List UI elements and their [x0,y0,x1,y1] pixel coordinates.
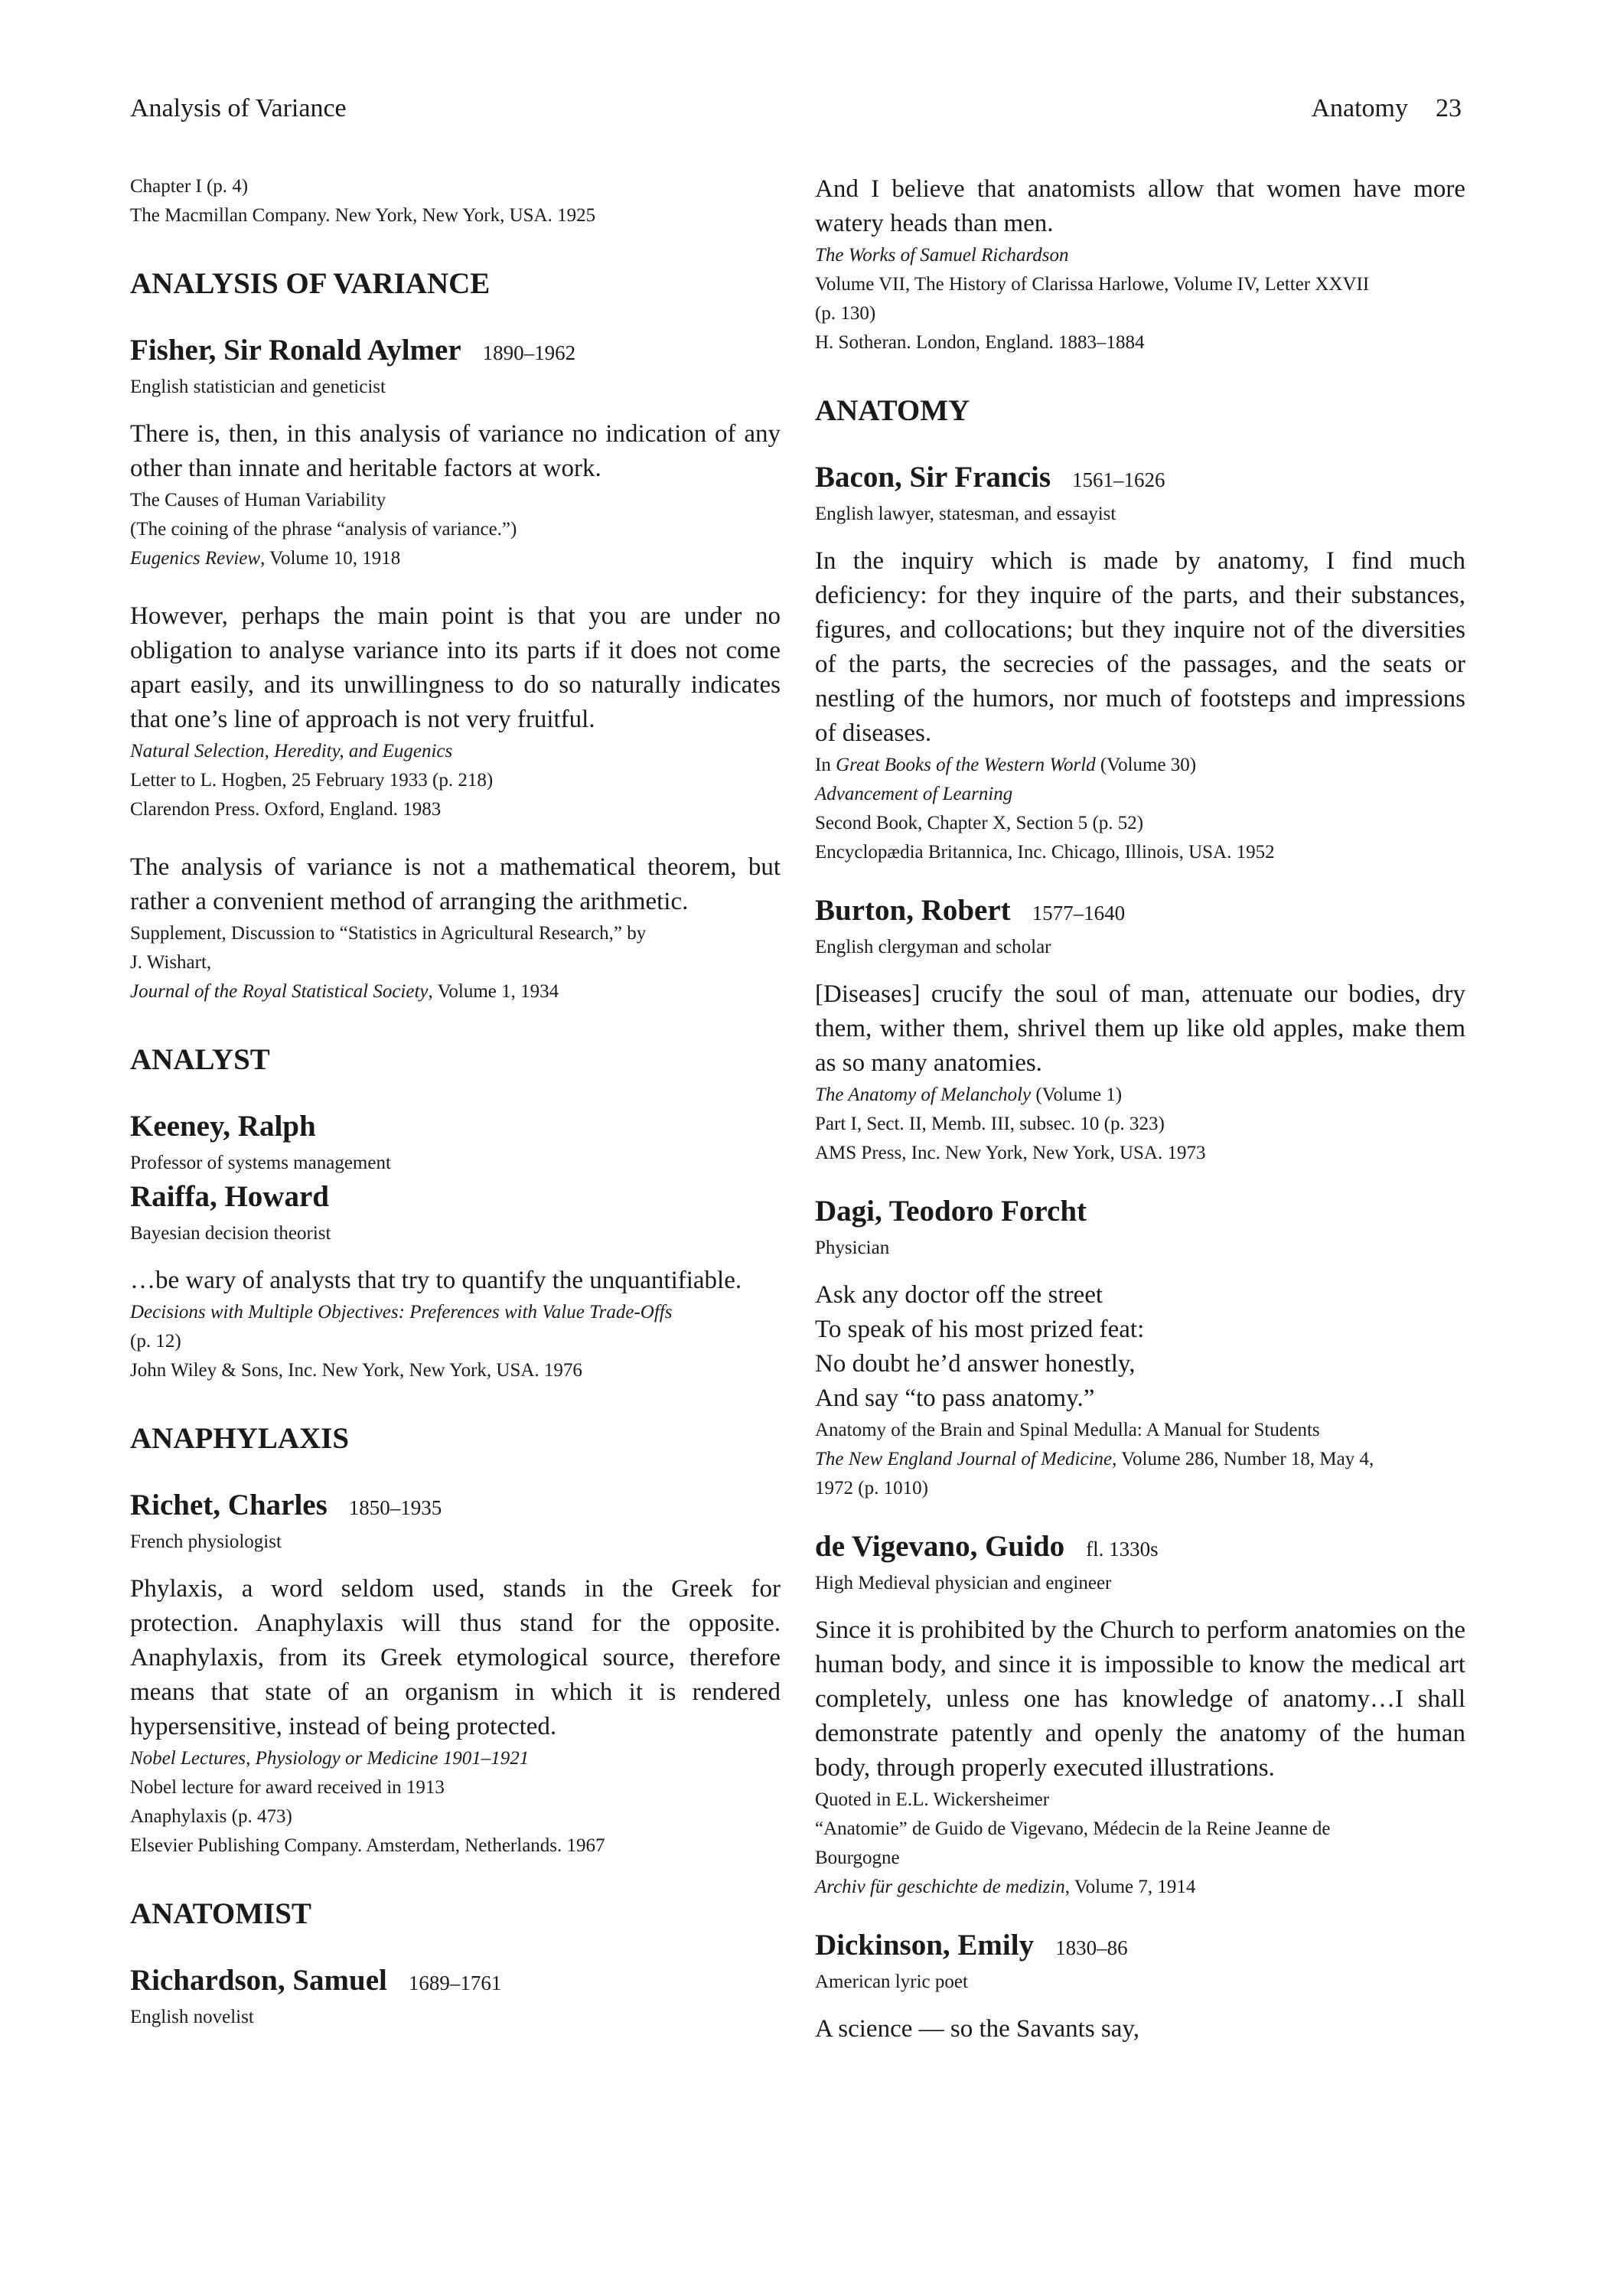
author-description: Bayesian decision theorist [130,1223,331,1244]
section-heading-analyst: ANALYST [130,1043,270,1076]
author-dates: 1890–1962 [482,341,576,364]
quote-text: In the inquiry which is made by anatomy, I find much deficiency: for they inquire of the parts, and their substances, figures, and collocations; but they inquire not of the diversities of the parts, the secrecies of the passages, and the seats or nestling of the humors, nor much of footsteps and impressions of diseases. [815,547,1465,747]
citation-line: Encyclopædia Britannica, Inc. Chicago, Illinois, USA. 1952 [815,842,1275,863]
quote-text: And I believe that anatomists allow that women have more watery heads than men. [815,175,1465,237]
author-description: English lawyer, statesman, and essayist [815,504,1116,524]
author-description: American lyric poet [815,1971,968,1992]
citation-line: Supplement, Discussion to “Statistics in Agricultural Research,” by [130,923,647,944]
citation-line [130,977,781,1006]
running-head-left: Analysis of Variance [130,94,347,122]
quote-text: However, perhaps the main point is that you are under no obligation to analyse variance into its parts if it does not come apart easily, and its unwillingness to do so naturally indicates that one’s line of approach is not very fruitful. [130,602,781,733]
quote-citation [130,919,781,1006]
author-heading [815,1194,1465,1235]
section-heading-anatomist: ANATOMIST [130,1897,311,1930]
author-description: English novelist [130,2007,254,2027]
author-heading [130,1963,781,2004]
citation-line [815,1873,1465,1902]
quote-text: …be wary of analysts that try to quantify the unquantifiable. [130,1267,742,1294]
citation-line: Chapter I (p. 4) [130,176,249,197]
author-description: English clergyman and scholar [815,937,1051,957]
right-column [815,172,1465,2047]
author-dates: 1561–1626 [1072,468,1165,491]
section-heading-anaphylaxis: ANAPHYLAXIS [130,1422,350,1455]
citation-detail: , Volume 7, 1914 [1064,1877,1196,1897]
citation-line: Bourgogne [815,1848,900,1868]
quote-citation [815,1416,1465,1503]
citation-line [130,544,781,573]
author-heading [130,1488,781,1529]
author-name: Richardson, Samuel [130,1964,387,1997]
citation-line: Elsevier Publishing Company. Amsterdam, Netherlands. 1967 [130,1835,605,1856]
citation-line: Clarendon Press. Oxford, England. 1983 [130,799,442,820]
citation-line: J. Wishart, [130,952,212,973]
citation-line: Nobel lecture for award received in 1913 [130,1777,445,1798]
author-heading [130,333,781,374]
citation-line: The Macmillan Company. New York, New York, USA. 1925 [130,205,596,226]
section-heading-anatomy: ANATOMY [815,394,970,427]
author-heading [815,893,1465,934]
running-head-word: Anatomy [1311,94,1408,122]
citation-title: The Anatomy of Melancholy [815,1084,1032,1105]
quote-text: A science — so the Savants say, [815,2015,1140,2043]
author-description: English statistician and geneticist [130,377,386,397]
verse-line: And say “to pass anatomy.” [815,1384,1095,1412]
verse-line: To speak of his most prized feat: [815,1316,1145,1343]
citation-title: Eugenics Review [130,548,261,569]
running-head-right [1311,93,1462,124]
citation-title: Natural Selection, Heredity, and Eugenics [130,741,453,762]
quote-citation [130,1298,781,1385]
citation-line: Second Book, Chapter X, Section 5 (p. 52) [815,813,1144,833]
citation-title: Great Books of the Western World [836,755,1096,775]
quote-citation [130,486,781,573]
citation-detail: , Volume 286, Number 18, May 4, [1112,1449,1374,1469]
quote-citation [815,241,1465,357]
citation-line: Anaphylaxis (p. 473) [130,1806,292,1827]
section-heading-analysis-of-variance: ANALYSIS OF VARIANCE [130,267,491,300]
author-heading [130,1109,781,1150]
quote-text: [Diseases] crucify the soul of man, attenuate our bodies, dry them, wither them, shrivel them up like old apples, make them as so many anatomies. [815,980,1465,1077]
citation-line: (p. 130) [815,303,876,324]
citation-title: Decisions with Multiple Objectives: Preferences with Value Trade-Offs [130,1302,673,1322]
author-heading [815,1529,1465,1570]
author-name: Richet, Charles [130,1489,328,1521]
page-number: 23 [1436,94,1462,122]
verse-quote [815,1278,1465,1416]
citation-line: Anatomy of the Brain and Spinal Medulla: A Manual for Students [815,1420,1320,1440]
left-column [130,172,781,2047]
citation-line [815,1445,1465,1474]
citation-line: Letter to L. Hogben, 25 February 1933 (p. 218) [130,770,494,791]
author-description: Physician [815,1238,890,1258]
continued-citation [130,172,781,230]
author-description: French physiologist [130,1531,282,1552]
quote-citation [815,1786,1465,1902]
citation-title: Journal of the Royal Statistical Society [130,981,429,1002]
citation-line: The Causes of Human Variability [130,490,386,510]
citation-line: 1972 (p. 1010) [815,1478,928,1499]
citation-line: (The coining of the phrase “analysis of variance.”) [130,519,517,540]
citation-line: Quoted in E.L. Wickersheimer [815,1789,1050,1810]
author-name: Dagi, Teodoro Forcht [815,1195,1087,1228]
citation-line [815,751,1465,780]
citation-detail: (Volume 1) [1031,1084,1123,1105]
quote-text: Since it is prohibited by the Church to perform anatomies on the human body, and since it is impossible to know the medical art completely, unless one has knowledge of anatomy…I shall demonstrate patently and openly the anatomy of the human body, through properly executed illustrations. [815,1616,1465,1782]
author-name: Keeney, Ralph [130,1110,316,1143]
verse-line: No doubt he’d answer honestly, [815,1350,1136,1378]
citation-prefix: In [815,755,836,775]
author-heading [815,460,1465,501]
author-description: Professor of systems management [130,1153,391,1173]
author-dates: fl. 1330s [1086,1538,1159,1561]
citation-line: Volume VII, The History of Clarissa Harlowe, Volume IV, Letter XXVII [815,274,1370,295]
author-heading [130,1179,781,1221]
citation-title: The Works of Samuel Richardson [815,245,1069,266]
citation-title: Nobel Lectures, Physiology or Medicine 1901–1921 [130,1748,530,1769]
citation-line: H. Sotheran. London, England. 1883–1884 [815,332,1145,353]
quote-text: There is, then, in this analysis of variance no indication of any other than innate and heritable factors at work. [130,420,781,482]
author-name: Fisher, Sir Ronald Aylmer [130,334,461,367]
author-description: High Medieval physician and engineer [815,1573,1112,1593]
quote-citation [815,1081,1465,1168]
quote-citation [130,1744,781,1861]
author-dates: 1830–86 [1055,1936,1128,1959]
citation-title: The New England Journal of Medicine [815,1449,1113,1469]
citation-line: AMS Press, Inc. New York, New York, USA. 1973 [815,1143,1206,1163]
citation-line: Part I, Sect. II, Memb. III, subsec. 10 (p. 323) [815,1114,1165,1134]
author-name: Raiffa, Howard [130,1180,329,1213]
author-name: Burton, Robert [815,894,1011,927]
citation-detail: , Volume 10, 1918 [260,548,401,569]
citation-line: (p. 12) [130,1331,181,1352]
author-name: de Vigevano, Guido [815,1530,1065,1563]
citation-line: John Wiley & Sons, Inc. New York, New York, USA. 1976 [130,1360,582,1381]
citation-title: Advancement of Learning [815,784,1013,804]
citation-title: Archiv für geschichte de medizin [815,1877,1065,1897]
verse-line: Ask any doctor off the street [815,1281,1103,1309]
citation-line [815,1081,1465,1110]
author-name: Bacon, Sir Francis [815,461,1051,494]
citation-line: “Anatomie” de Guido de Vigevano, Médecin de la Reine Jeanne de [815,1818,1331,1839]
author-heading [815,1928,1465,1969]
quote-text: The analysis of variance is not a mathematical theorem, but rather a convenient method of arranging the arithmetic. [130,853,781,915]
author-name: Dickinson, Emily [815,1929,1035,1962]
author-dates: 1850–1935 [348,1496,442,1519]
citation-detail: , Volume 1, 1934 [428,981,559,1002]
author-dates: 1577–1640 [1032,902,1126,925]
quote-text: Phylaxis, a word seldom used, stands in the Greek for protection. Anaphylaxis will thus stand for the opposite. Anaphylaxis, from its Greek etymological source, therefore means that state of an organism in which it is rendered hypersensitive, instead of being protected. [130,1575,781,1740]
citation-detail: (Volume 30) [1095,755,1197,775]
quote-citation [815,751,1465,867]
author-dates: 1689–1761 [408,1971,502,1994]
quote-citation [130,737,781,824]
